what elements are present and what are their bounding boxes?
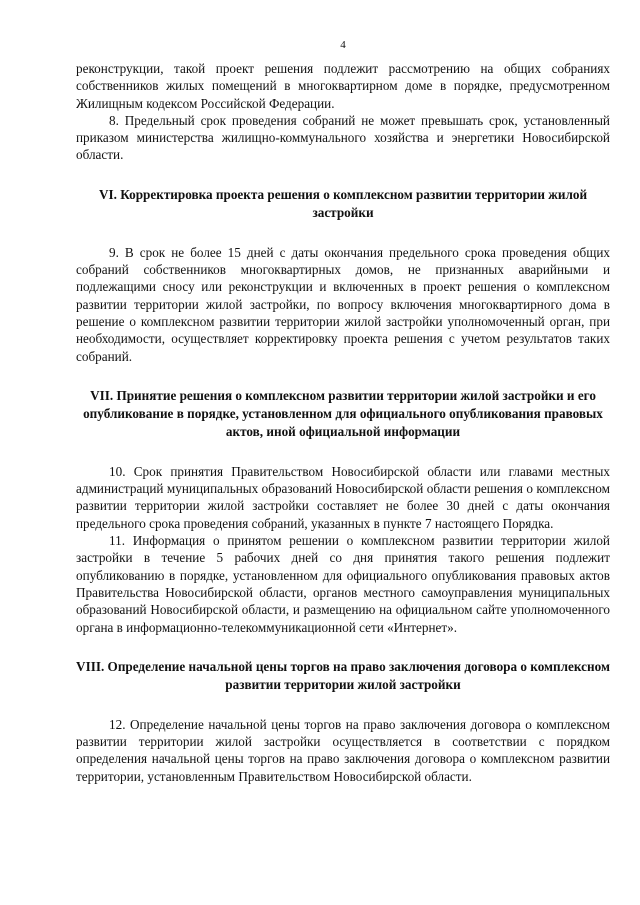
section-heading-vi: VI. Корректировка проекта решения о комплексном развитии территории жилой застройки xyxy=(98,186,588,220)
page-number: 4 xyxy=(340,39,346,51)
paragraph-9: 9. В срок не более 15 дней с даты окончания предельного срока проведения общих собраний собственников многоквартирных домов, не признанных аварийными и подлежащими сносу или реконструкции и включенных в проект решения о комплексном развитии территории жилой застройки, по вопросу включения многоквартирного дома в решение о комплексном развитии территории жилой застройки уполномоченный орган, при необходимости, осуществляет корректировку проекта решения с учетом результатов таких собраний. xyxy=(76,244,610,364)
paragraph-12: 12. Определение начальной цены торгов на право заключения договора о комплексном развитии территории жилой застройки осуществляется в соответствии с порядком определения начальной цены торгов на право заключения договора о комплексном развитии территории, установленным Правительством Новосибирской области. xyxy=(76,716,610,784)
paragraph-10: 10. Срок принятия Правительством Новосибирской области или главами местных администраций муниципальных образований Новосибирской области решения о комплексном развитии территории жилой застройки составляет не более 30 дней с даты окончания предельного срока проведения собраний, указанных в пункте 7 настоящего Порядка. xyxy=(76,463,610,531)
paragraph-intro-continuation: реконструкции, такой проект решения подлежит рассмотрению на общих собраниях собственников жилых помещений в многоквартирном доме в порядке, предусмотренном Жилищным кодексом Российской Федерации. xyxy=(76,61,610,111)
paragraph-11: 11. Информация о принятом решении о комплексном развитии территории жилой застройки в течение 5 рабочих дней со дня принятия такого решения подлежит опубликованию в порядке, установленном для официального опубликования правовых актов Правительства Новосибирской области, органов местного самоуправления муниципальных образований Новосибирской области, и размещению на официальном сайте уполномоченного органа в информационно-телекоммуникационной сети «Интернет». xyxy=(76,533,610,635)
paragraph-8: 8. Предельный срок проведения собраний не может превышать срок, установленный приказом министерства жилищно-коммунального хозяйства и энергетики Новосибирской области. xyxy=(76,112,610,163)
document-body xyxy=(76,60,610,785)
section-heading-viii: VIII. Определение начальной цены торгов на право заключения договора о комплексном развитии территории жилой застройки xyxy=(76,658,610,692)
section-heading-vii: VII. Принятие решения о комплексном развитии территории жилой застройки и его опубликование в порядке, установленном для официального опубликования правовых актов, иной официальной информации xyxy=(83,387,603,439)
